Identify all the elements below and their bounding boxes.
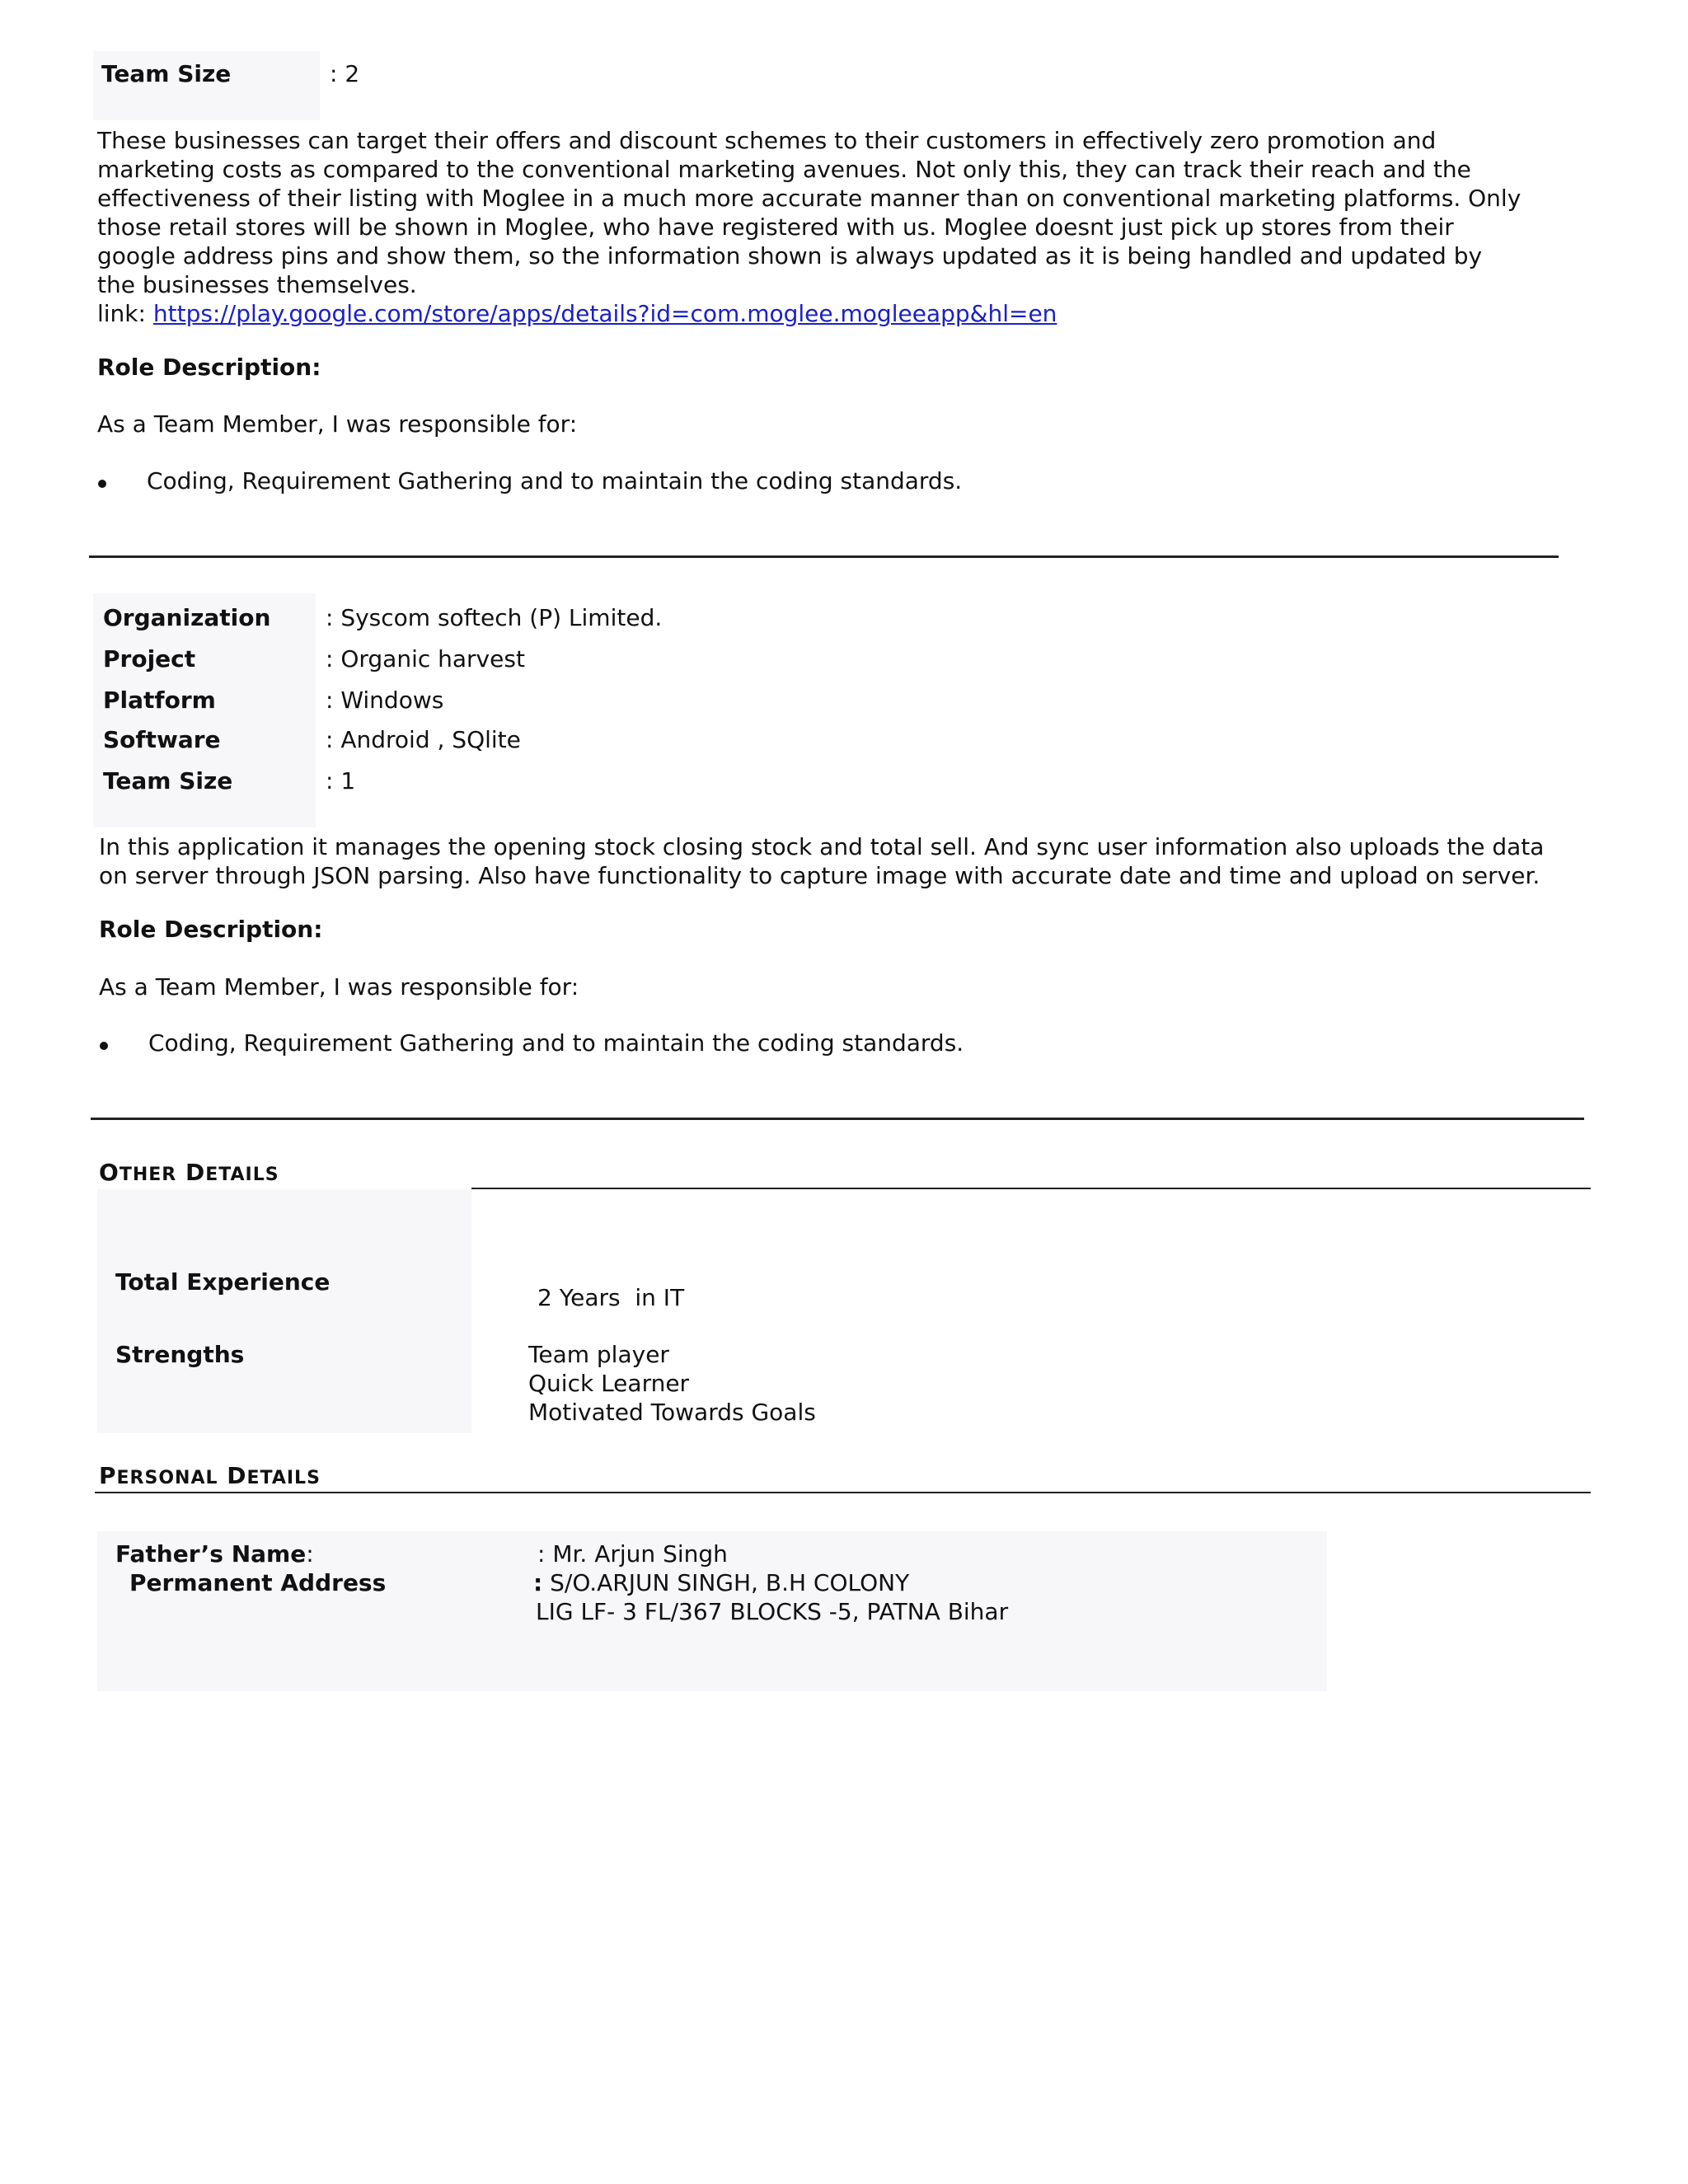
other-details-label-shade xyxy=(97,1189,471,1433)
organization-label: Organization xyxy=(103,604,271,631)
organization-value: : Syscom softech (P) Limited. xyxy=(326,604,663,631)
total-experience-label: Total Experience xyxy=(115,1268,331,1296)
father-name-label: Father’s Name: xyxy=(115,1540,314,1568)
description-line: In this application it manages the opening stock closing stock and total sell. And sync user information also uploads the data xyxy=(99,833,1545,860)
link-label: link: xyxy=(97,300,146,327)
software-value: : Android , SQlite xyxy=(326,726,521,753)
play-store-link[interactable]: https://play.google.com/store/apps/details?id=com.moglee.mogleeapp&hl=en xyxy=(152,300,1057,327)
team-size-value: : 2 xyxy=(330,60,360,87)
description-line: the businesses themselves. xyxy=(97,271,417,298)
permanent-address-label: Permanent Address xyxy=(129,1569,387,1596)
description-line: on server through JSON parsing. Also have functionality to capture image with accurate date and time and upload on server. xyxy=(99,862,1540,889)
bullet-icon xyxy=(100,1042,108,1050)
project2-description xyxy=(99,832,1544,890)
other-details-heading: OTHER DETAILS xyxy=(99,1159,279,1186)
strength-item: Motivated Towards Goals xyxy=(528,1399,816,1426)
permanent-address-line2: LIG LF- 3 FL/367 BLOCKS -5, PATNA Bihar xyxy=(536,1598,1009,1625)
description-line: those retail stores will be shown in Moglee, who have registered with us. Moglee doesnt just pick up stores from their xyxy=(97,213,1454,241)
description-line: google address pins and show them, so the information shown is always updated as it is being handled and updated by xyxy=(97,242,1483,269)
strength-item: Quick Learner xyxy=(528,1370,690,1397)
total-experience-value: 2 Years in IT xyxy=(537,1284,685,1311)
strength-item: Team player xyxy=(528,1341,669,1368)
team-size-label: Team Size xyxy=(101,60,232,87)
role-intro: As a Team Member, I was responsible for: xyxy=(99,973,579,1001)
platform-value: : Windows xyxy=(326,687,444,714)
other-details-rule xyxy=(471,1188,1591,1189)
platform-label: Platform xyxy=(103,687,216,714)
role-description-heading: Role Description: xyxy=(97,354,321,381)
role-bullet: Coding, Requirement Gathering and to maintain the coding standards. xyxy=(148,1029,964,1057)
team-size-label: Team Size xyxy=(103,767,233,794)
role-bullet: Coding, Requirement Gathering and to maintain the coding standards. xyxy=(147,467,963,494)
role-description-heading: Role Description: xyxy=(99,916,323,943)
strengths-label: Strengths xyxy=(115,1341,245,1368)
team-size-value: : 1 xyxy=(326,767,356,794)
software-label: Software xyxy=(103,726,221,753)
section-divider xyxy=(91,1118,1584,1120)
description-line: marketing costs as compared to the conventional marketing avenues. Not only this, they can track their reach and the xyxy=(97,156,1471,183)
bullet-icon xyxy=(98,480,106,488)
project-label: Project xyxy=(103,645,196,673)
role-intro: As a Team Member, I was responsible for: xyxy=(97,410,578,438)
section-divider xyxy=(89,555,1559,558)
description-line: effectiveness of their listing with Moglee in a much more accurate manner than on conventional marketing platforms. Only xyxy=(97,185,1522,212)
father-name-value: : Mr. Arjun Singh xyxy=(537,1540,728,1568)
permanent-address-value: : S/O.ARJUN SINGH, B.H COLONY xyxy=(533,1569,910,1596)
project1-description xyxy=(97,126,1521,328)
personal-details-heading: PERSONAL DETAILS xyxy=(99,1462,321,1489)
personal-details-rule xyxy=(95,1492,1591,1493)
project-value: : Organic harvest xyxy=(326,645,525,673)
description-line: These businesses can target their offers and discount schemes to their customers in effectively zero promotion and xyxy=(97,127,1437,154)
link-line xyxy=(97,299,1521,328)
